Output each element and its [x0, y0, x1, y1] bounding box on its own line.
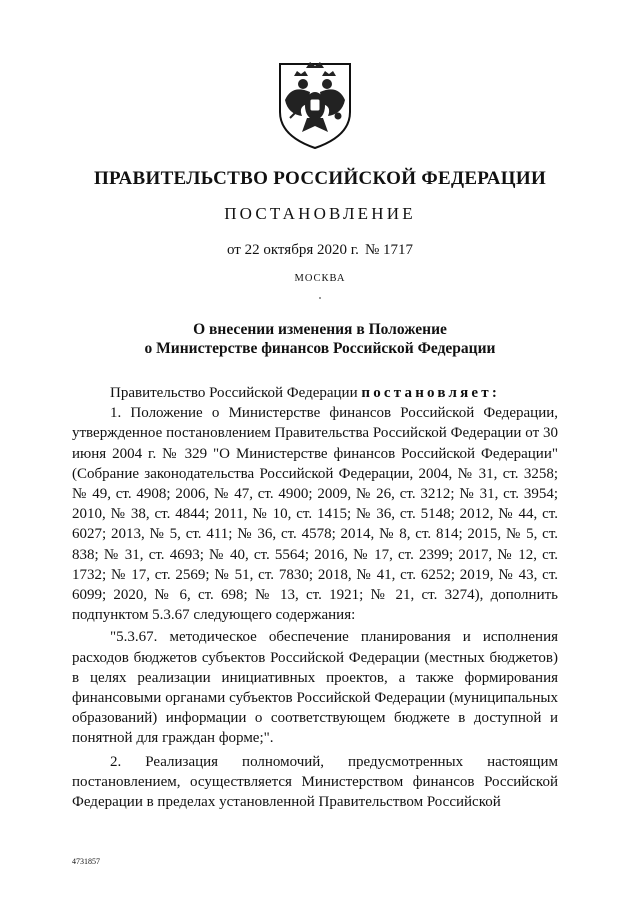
document-date: от 22 октября 2020 г.: [226, 242, 359, 258]
document-type: ПОСТАНОВЛЕНИЕ: [224, 204, 416, 223]
government-title: ПРАВИТЕЛЬСТВО РОССИЙСКОЙ ФЕДЕРАЦИИ: [93, 168, 547, 189]
subject-line-2: о Министерстве финансов Российской Федерации: [144, 340, 496, 357]
document-code: 4731857: [72, 857, 100, 866]
document-number: № 1717: [364, 242, 413, 258]
quoted-subitem: "5.3.67. методическое обеспечение планирования и исполнения расходов бюджетов субъектов Российской Федерации (местных бюджетов) в целях реализации инициативных проектов, а также формирования финансовыми органами субъектов Российской Федерации (муниципальных образований) информации о соответствующем бюджете в доступной и понятной для граждан форме;".: [72, 629, 558, 747]
document-subject: [0, 320, 640, 358]
document-city: МОСКВА: [294, 273, 346, 284]
preamble-lead: Правительство Российской Федерации: [110, 385, 362, 401]
subject-line-1: О внесении изменения в Положение: [193, 321, 447, 338]
preamble-verb: постановляет:: [361, 385, 501, 401]
preamble: [72, 383, 558, 403]
separator-dot: [319, 297, 321, 299]
coat-of-arms-icon: [272, 54, 358, 150]
document-body: [72, 383, 558, 812]
item-1: 1. Положение о Министерстве финансов Российской Федерации, утвержденное постановлением Правительства Российской Федерации от 30 июня 2004 г. № 329 "О Министерстве финансов Российской Федерации" (Собрание законодательства Российской Федерации, 2004, № 31, ст. 3258; № 49, ст. 4908; 2006, № 47, ст. 4900; 2009, № 26, ст. 3212; № 31, ст. 3954; 2010, № 38, ст. 4844; 2011, № 10, ст. 1415; № 36, ст. 5148; 2012, № 44, ст. 6027; 2013, № 5, ст. 411; № 36, ст. 4578; 2014, № 8, ст. 814; 2015, № 5, ст. 838; № 31, ст. 4693; № 40, ст. 5564; 2016, № 17, ст. 2399; 2017, № 12, ст. 1732; № 17, ст. 2569; № 51, ст. 7830; 2018, № 41, ст. 6252; 2019, № 43, ст. 6099; 2020, № 6, ст. 698; № 13, ст. 1921; № 21, ст. 3274), дополнить подпунктом 5.3.67 следующего содержания:: [72, 405, 558, 624]
item-2: 2. Реализация полномочий, предусмотренных настоящим постановлением, осуществляется Министерством финансов Российской Федерации в пределах установленной Правительством Российской: [72, 753, 558, 811]
document-date-line: [0, 242, 640, 259]
